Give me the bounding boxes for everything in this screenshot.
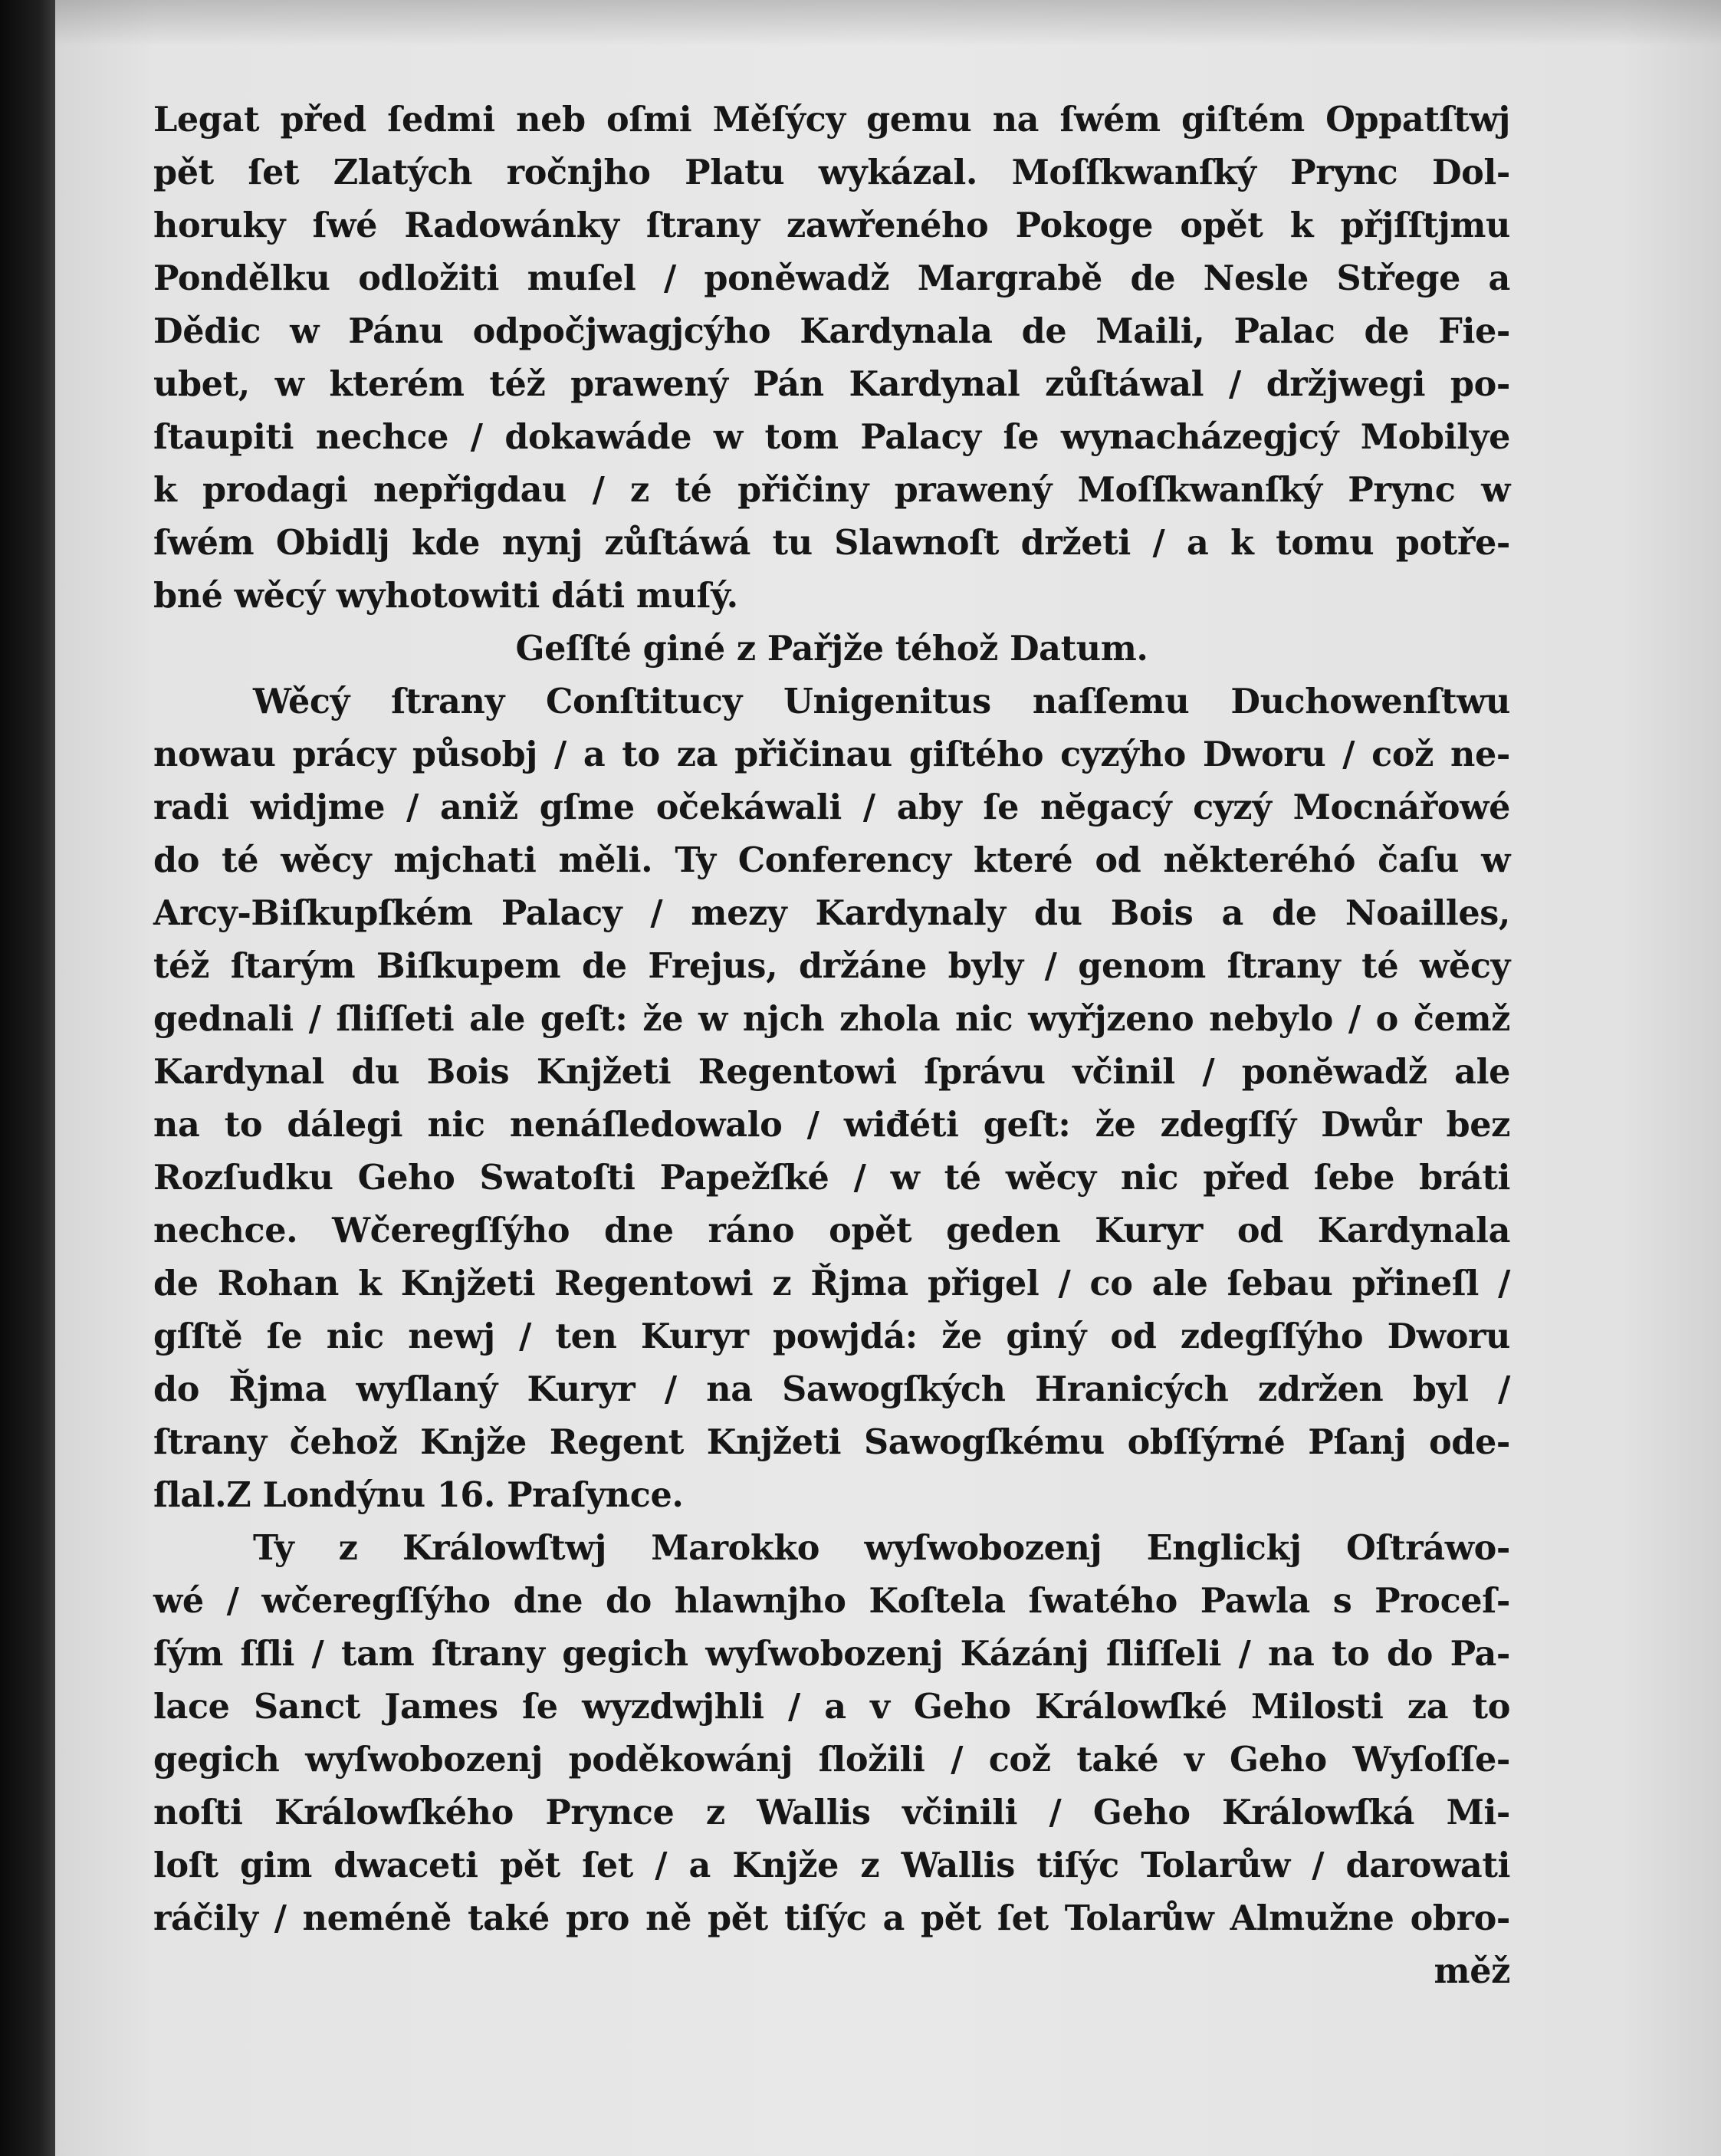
text-line: pět ſet Zlatých ročnjho Platu wykázal. Moſſkwanſký Prync Dol-	[153, 153, 1510, 192]
text-line: ſlal.	[153, 1475, 227, 1515]
text-line: též ſtarým Biſkupem de Frejus, držáne byly / genom ſtrany té wěcy	[153, 946, 1510, 986]
text-line: gednali / ſliſſeti ale geſt: že w njch zhola nic wyřjzeno nebylo / o čemž	[153, 999, 1510, 1039]
text-line: ubet, w kterém též prawený Pán Kardynal zůſtáwal / držjwegi po-	[153, 364, 1510, 404]
text-line: ſtrany čehož Knjže Regent Knjžeti Sawogſkému obſſýrné Pſanj ode-	[153, 1422, 1510, 1462]
text-line: Kardynal du Bois Knjžeti Regentowi ſprávu včinil / ponĕwadž ale	[153, 1052, 1510, 1092]
text-line: gegich wyſwobozenj poděkowánj ſložili / což také v Geho Wyſoſſe-	[153, 1740, 1510, 1780]
text-line: Pondělku odložiti muſel / poněwadž Margrabě de Nesle Střege a	[153, 258, 1510, 298]
text-line: loſt gim dwaceti pět ſet / a Knjže z Wallis tiſýc Tolarůw / darowati	[153, 1845, 1510, 1885]
text-line: na to dálegi nic nenáſledowalo / wiđéti geſt: že zdegſſý Dwůr bez	[153, 1105, 1510, 1145]
text-line: horuky ſwé Radowánky ſtrany zawřeného Pokoge opět k přjſſtjmu	[153, 205, 1510, 245]
text-line: k prodagi nepřigdau / z té přičiny prawený Moſſkwanſký Prync w	[153, 470, 1510, 510]
text-line: Dědic w Pánu odpočjwagjcýho Kardynala de Maili, Palac de Fie-	[153, 311, 1510, 351]
text-line: do té wěcy mjchati měli. Ty Conferency které od některéhó čaſu w	[153, 840, 1510, 880]
catchword: měž	[1434, 1951, 1510, 1991]
text-line: Legat před ſedmi neb oſmi Měſýcy gemu na ſwém giſtém Oppatſtwj	[153, 100, 1510, 140]
text-line: ſtaupiti nechce / dokawáde w tom Palacy ſe wynacházegjcý Mobilye	[153, 417, 1510, 457]
section-heading: Z Londýnu 16. Praſynce.	[226, 1475, 684, 1515]
text-line: Arcy-Biſkupſkém Palacy / mezy Kardynaly du Bois a de Noailles,	[153, 893, 1510, 933]
page-text	[153, 94, 1510, 1998]
text-line: nechce. Wčeregſſýho dne ráno opět geden Kuryr od Kardynala	[153, 1211, 1510, 1251]
text-line: Wěcý ſtrany Conſtitucy Unigenitus naſſemu Duchowenſtwu	[253, 682, 1510, 721]
text-line: bné wěcý wyhotowiti dáti muſý.	[153, 576, 738, 616]
text-line: noſti Králowſkého Prynce z Wallis včinili / Geho Králowſká Mi-	[153, 1793, 1510, 1832]
text-line: radi widjme / aniž gſme očekáwali / aby ſe nĕgacý cyzý Mocnářowé	[153, 787, 1510, 827]
dateline-row	[153, 1469, 1510, 1522]
text-line: gſſtě ſe nic newj / ten Kuryr powjdá: že giný od zdegſſýho Dworu	[153, 1316, 1510, 1356]
page-top-shadow	[55, 0, 1721, 46]
text-line: Ty z Králowſtwj Marokko wyſwobozenj Englickj Oſtráwo-	[253, 1528, 1510, 1568]
text-line: lace Sanct James ſe wyzdwjhli / a v Geho Králowſké Milosti za to	[153, 1687, 1510, 1727]
text-line: ſým ſſli / tam ſtrany gegich wyſwobozenj Kázánj ſliſſeli / na to do Pa-	[153, 1634, 1510, 1674]
page-binding-edge	[0, 0, 55, 2156]
text-line: de Rohan k Knjžeti Regentowi z Řjma přigel / co ale ſebau přineſl /	[153, 1264, 1510, 1303]
text-line: ráčily / neméně také pro ně pět tiſýc a pět ſet Tolarůw Almužne obro-	[153, 1898, 1510, 1938]
text-line: wé / wčeregſſýho dne do hlawnjho Koſtela ſwatého Pawla s Proceſ-	[153, 1581, 1510, 1621]
text-line: Rozſudku Geho Swatoſti Papežſké / w té wěcy nic před ſebe bráti	[153, 1158, 1510, 1198]
section-heading: Geſſté giné z Pařjže téhož Datum.	[515, 629, 1148, 669]
text-line: do Řjma wyſlaný Kuryr / na Sawogſkých Hranicých zdržen byl /	[153, 1369, 1510, 1409]
text-line: ſwém Obidlj kde nynj zůſtáwá tu Slawnoſt držeti / a k tomu potře-	[153, 523, 1510, 563]
text-line: nowau prácy působj / a to za přičinau giſtého cyzýho Dworu / což ne-	[153, 735, 1510, 774]
